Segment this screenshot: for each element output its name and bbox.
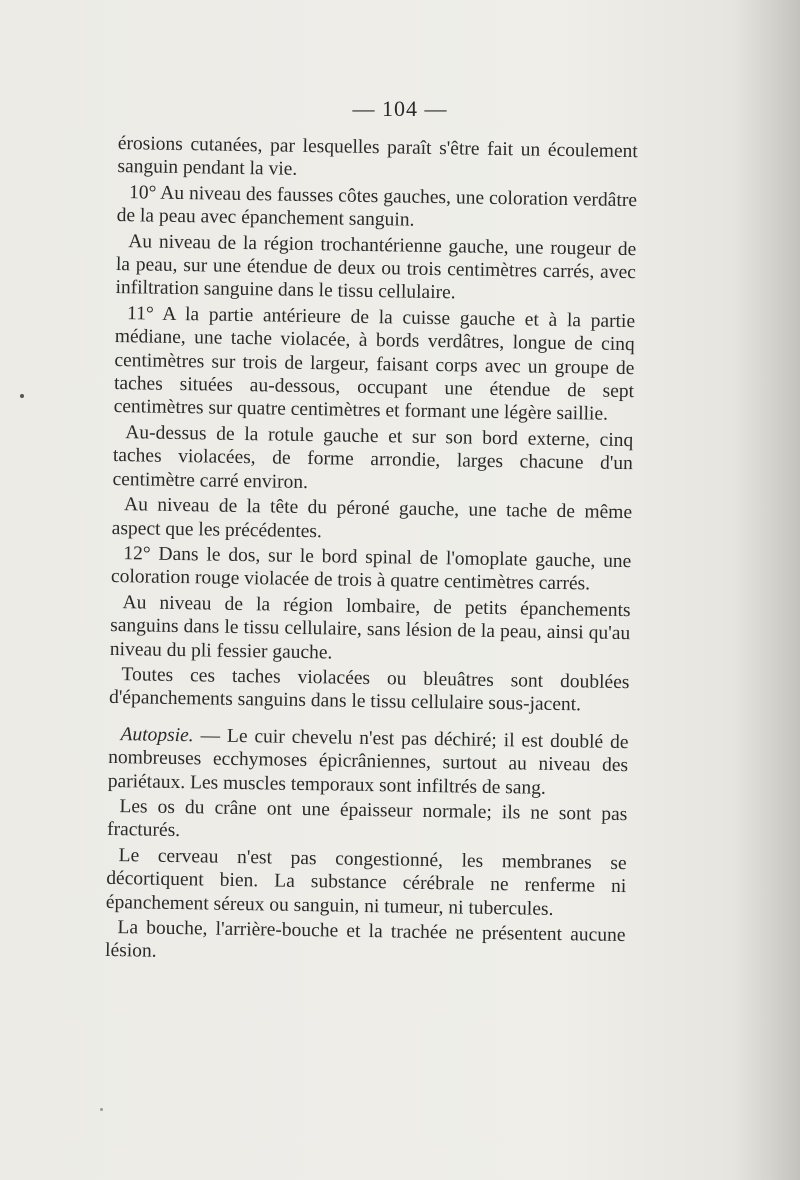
paragraph: Le cerveau n'est pas congestionné, les membranes se décortiquent bien. La substance cérébrale ne renferme ni épanchement séreux ou sanguin, ni tumeur, ni tubercules.	[105, 844, 627, 920]
autopsie-label: Autopsie.	[120, 723, 194, 747]
paragraph: Au-dessus de la rotule gauche et sur son bord externe, cinq taches violacées, de forme arrondie, larges chacune d'un centimètre carré environ.	[112, 422, 634, 493]
paragraph: Les os du crâne ont une épaisseur normale; ils ne sont pas fracturés.	[106, 796, 628, 842]
paragraph: Au niveau de la région trochantérienne gauche, une rougeur de la peau, sur une étendue de deux ou trois centimètres carrés, avec infiltration sanguine dans le tissu cellulaire.	[115, 230, 637, 304]
page-edge-shadow	[730, 0, 800, 1180]
ink-speck	[100, 1108, 103, 1111]
paragraph: La bouche, l'arrière-bouche et la trachée ne présentent aucune lésion.	[104, 917, 626, 963]
paragraph: Au niveau de la région lombaire, de petits épanchements sanguins dans le tissu cellulaire, sans lésion de la peau, ainsi qu'au niveau du pli fessier gauche.	[109, 591, 631, 663]
paragraph: 11° A la partie antérieure de la cuisse gauche et à la partie médiane, une tache violacée, à bords verdâtres, longue de cinq centimètres sur trois de largeur, faisant corps avec un groupe de taches situées au-dessous, occupant une étendue de sept centimètres sur quatre centimètres et formant une légère saillie.	[113, 303, 636, 426]
body-text	[105, 132, 638, 971]
autopsie-text: — Le cuir chevelu n'est pas déchiré; il est doublé de nombreuses ecchymoses épicrâniennes, surtout au niveau des pariétaux. Les muscles temporaux sont infiltrés de sang.	[107, 725, 629, 799]
paragraph: Au niveau de la tête du péroné gauche, une tache de même aspect que les précédentes.	[111, 494, 633, 542]
paragraph: 10° Au niveau des fausses côtes gauches, une coloration verdâtre de la peau avec épanchement sanguin.	[116, 181, 638, 231]
paragraph: 12° Dans le dos, sur le bord spinal de l'omoplate gauche, une coloration rouge violacée de trois à quatre centimètres carrés.	[110, 543, 632, 595]
paragraph: érosions cutanées, par lesquelles paraît s'être fait un écoulement sanguin pendant la vie.	[117, 132, 638, 181]
autopsie-paragraph	[108, 723, 629, 801]
page-number: — 104 —	[352, 96, 448, 121]
ink-speck	[20, 394, 24, 398]
paragraph: Toutes ces taches violacées ou bleuâtres sont doublées d'épanchements sanguins dans le tissu cellulaire sous-jacent.	[108, 664, 630, 716]
